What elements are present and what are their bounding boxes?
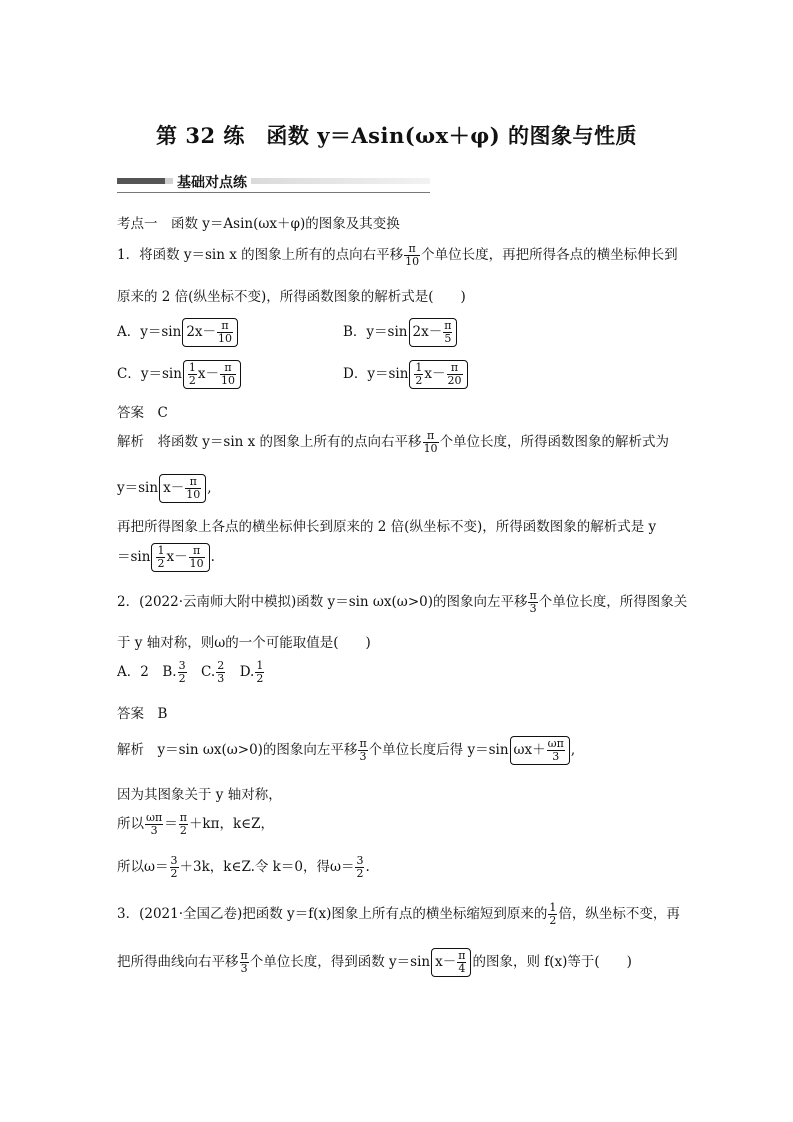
- paren-group: 2x－ $\frac{\pi}{10}$: [182, 318, 238, 347]
- q2-answer: 答案 B: [117, 706, 168, 722]
- q1-stem-line2: 原来的 2 倍(纵坐标不变)，所得函数图象的解析式是( ): [117, 289, 466, 305]
- page-title: 第 32 练 函数 y＝Asin(ωx＋φ) 的图象与性质: [156, 123, 637, 148]
- topic-heading: 考点一 函数 y＝Asin(ωx＋φ)的图象及其变换: [117, 216, 400, 232]
- q2-solution-line3: 所以 $\frac{\omega\pi}{3}$ ＝ $\frac{\pi}{2}$ ＋kπ，k∈Z，: [117, 811, 275, 837]
- q1-solution-line4: ＝sin $\frac{1}{2}$ x－ $\frac{\pi}{10}$ .: [117, 544, 215, 570]
- q2-solution-line2: 因为其图象关于 y 轴对称，: [117, 787, 282, 803]
- q3-stem-line2: 把所得曲线向右平移 $\frac{\pi}{3}$ 个单位长度，得到函数 y＝sin x－ $\frac{\pi}{4}$ 的图象，则 f(x)等于( ): [117, 949, 632, 975]
- q2-options[interactable]: A．2 B. $\frac{3}{2}$ C. $\frac{2}{3}$ D. $\frac{1}{2}$: [117, 659, 264, 685]
- q2-stem-line2: 于 y 轴对称，则ω的一个可能取值是( ): [117, 635, 371, 651]
- section-header: [117, 172, 430, 193]
- q1-stem-line1: 1．将函数 y＝sin x 的图象上所有的点向右平移 $\frac{\pi}{10}$ 个单位长度，再把所得各点的横坐标伸长到: [117, 242, 678, 268]
- q2-stem-line1: 2．(2022·云南师大附中模拟)函数 y＝sin ωx(ω>0)的图象向左平移 $\frac{\pi}{3}$ 个单位长度，所得图象关: [117, 589, 688, 615]
- q1-solution-line1: 解析 将函数 y＝sin x 的图象上所有的点向右平移 $\frac{\pi}{10}$ 个单位长度，所得函数图象的解析式为: [117, 429, 670, 455]
- q1-option-c[interactable]: C．y＝sin $\frac{1}{2}$ x－ $\frac{\pi}{10}$: [117, 360, 242, 389]
- q1-solution-line3: 再把所得图象上各点的横坐标伸长到原来的 2 倍(纵坐标不变)，所得函数图象的解析式是 y: [117, 519, 657, 535]
- section-stripe-dark: [117, 178, 165, 184]
- fraction: $\frac{\pi}{10}$: [405, 242, 420, 268]
- paren-group: $\frac{1}{2}$ x－ $\frac{\pi}{20}$: [409, 360, 467, 389]
- q1-option-d[interactable]: D．y＝sin $\frac{1}{2}$ x－ $\frac{\pi}{20}$: [343, 360, 469, 389]
- section-label: 基础对点练: [173, 172, 251, 192]
- q3-stem-line1: 3．(2021·全国乙卷)把函数 y＝f(x)图象上所有点的横坐标缩短到原来的 $\frac{1}{2}$ 倍，纵坐标不变，再: [117, 901, 680, 927]
- q1-solution-line2: y＝sin x－ $\frac{\pi}{10}$ ,: [117, 475, 212, 501]
- q2-solution-line4: 所以ω＝ $\frac{3}{2}$ ＋3k，k∈Z.令 k＝0，得ω＝ $\frac{3}{2}$ .: [117, 854, 370, 880]
- q1-answer: 答案 C: [117, 405, 168, 421]
- paren-group: 2x－ $\frac{\pi}{5}$: [409, 318, 458, 347]
- q1-option-a[interactable]: A．y＝sin 2x－ $\frac{\pi}{10}$: [117, 318, 239, 347]
- paren-group: $\frac{1}{2}$ x－ $\frac{\pi}{10}$: [183, 360, 241, 389]
- q2-solution-line1: 解析 y＝sin ωx(ω>0)的图象向左平移 $\frac{\pi}{3}$ 个单位长度后得 y＝sin ωx＋ $\frac{\omega\pi}{3}$ ,: [117, 737, 576, 763]
- q1-option-b[interactable]: B．y＝sin 2x－ $\frac{\pi}{5}$: [343, 318, 458, 347]
